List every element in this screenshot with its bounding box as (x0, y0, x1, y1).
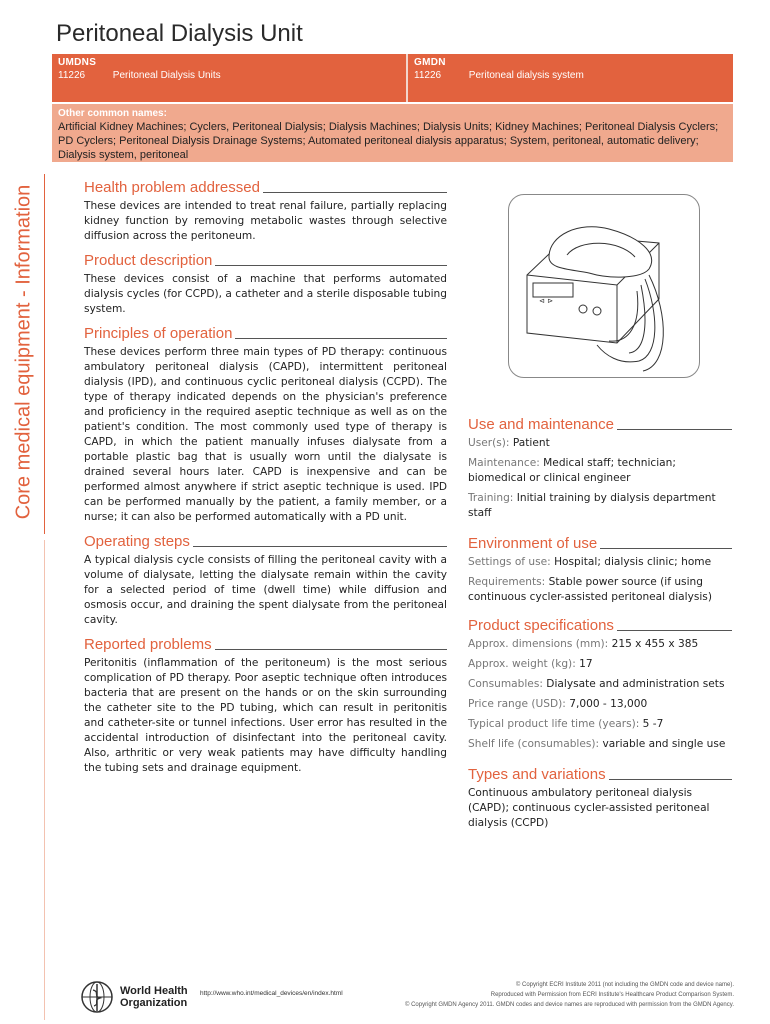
page-title: Peritoneal Dialysis Unit (56, 20, 303, 47)
section-heading: Environment of use (468, 535, 598, 552)
detail-line: User(s): Patient (468, 437, 550, 449)
section-health-problem (84, 179, 447, 244)
org-name-line2: Organization (120, 997, 188, 1009)
svg-text:⊲ ⊳: ⊲ ⊳ (539, 297, 553, 305)
section-heading: Product specifications (468, 617, 614, 634)
section-specifications (468, 617, 732, 752)
left-column (84, 179, 447, 784)
side-divider (44, 174, 45, 534)
detail-line: Approx. dimensions (mm): 215 x 455 x 385 (468, 638, 699, 650)
other-names-text: Artificial Kidney Machines; Cyclers, Peritoneal Dialysis; Dialysis Machines; Dialysis Units; Kidney Machines; Peritoneal Dialysis Cyclers; PD Cyclers; Peritoneal Dialysis Drainage Systems; Automated peritoneal dialysis apparatus; System, peritoneal, automatic delivery; Dialysis system, peritoneal (58, 121, 719, 161)
detail-line: Settings of use: Hospital; dialysis clinic; home (468, 556, 712, 568)
footer-url-link[interactable]: http://www.who.int/medical_devices/en/index.html (200, 990, 343, 997)
who-logo (80, 980, 188, 1014)
other-names-label: Other common names: (58, 108, 167, 119)
section-heading: Health problem addressed (84, 179, 260, 196)
section-text: These devices consist of a machine that performs automated dialysis cycles (for CCPD), a catheter and a sterile disposable tubing system. (84, 273, 447, 315)
other-names-band (52, 104, 733, 162)
detail-line: Shelf life (consumables): variable and single use (468, 738, 726, 750)
section-reported-problems (84, 636, 447, 776)
section-text: These devices perform three main types of PD therapy: continuous ambulatory peritoneal dialysis (CAPD), intermittent peritoneal dialysis (IPD), and continuous cyclic peritoneal dialysis (CCPD). The type of therapy indicated depends on the physician's preference and proficiency in the required aseptic technique as well as on the patient's condition. The most commonly used type of therapy is CAPD, in which the patient manually infuses dialysate from a portable plastic bag that is usually worn until the dialysate is drained several hours later. CAPD is inexpensive and can be performed almost anywhere if strict aseptic technique is used. IPD can be performed manually by the patient, a family member, or a nurse; it can also be performed automatically with a PD unit. (84, 346, 447, 523)
section-principles (84, 325, 447, 525)
side-label (4, 172, 44, 532)
section-heading: Use and maintenance (468, 416, 614, 433)
side-divider-lower (44, 540, 45, 1020)
umdns-name: Peritoneal Dialysis Units (112, 70, 221, 81)
section-product-description (84, 252, 447, 317)
section-types (468, 766, 732, 831)
detail-line: Training: Initial training by dialysis department staff (468, 492, 716, 519)
types-text: Continuous ambulatory peritoneal dialysis (CAPD); continuous cycler-assisted peritoneal dialysis (CCPD) (468, 787, 710, 829)
section-text: These devices are intended to treat renal failure, partially replacing kidney function by removing metabolic wastes through selective diffusion across the peritoneum. (84, 200, 447, 242)
section-text: A typical dialysis cycle consists of filling the peritoneal cavity with a volume of dialysate, letting the dialysate remain within the cavity for a selected period of time (dwell time) while diffusion and osmosis occur, and draining the spent dialysate from the peritoneal cavity. (84, 554, 447, 626)
detail-line: Maintenance: Medical staff; technician; biomedical or clinical engineer (468, 457, 676, 484)
gmdn-name: Peritoneal dialysis system (468, 70, 584, 81)
umdns-block (52, 54, 408, 102)
section-text: Peritonitis (inflammation of the peritoneum) is the most serious complication of PD therapy. Poor aseptic technique often introduces bacteria that are present on the hands or on the skin surrounding the catheter site to the PD tubing, which can result in peritonitis and catheter-site or tunnel infections. User error has resulted in the accidental introduction of disinfectant into the peritoneal cavity. Also, arthritic or very weak patients may have difficulty handling the tubing sets and drainage equipment. (84, 657, 447, 774)
pd-unit-drawing (509, 195, 701, 379)
umdns-code: 11226 (58, 70, 86, 81)
section-heading: Reported problems (84, 636, 212, 653)
org-name-line1: World Health (120, 985, 188, 997)
section-heading: Operating steps (84, 533, 190, 550)
code-band (52, 54, 733, 102)
section-operating-steps (84, 533, 447, 628)
footer-copyright: © Copyright ECRI Institute 2011 (not including the GMDN code and device name). Reproduced with Permission from ECRI Institute's Healthcare Product Comparison System. © Copyright GMDN Agency 2011. GMDN codes and device names are reproduced with permission from the GMDN Agency. (404, 982, 734, 1008)
device-illustration (508, 194, 700, 378)
detail-line: Consumables: Dialysate and administration sets (468, 678, 725, 690)
section-heading: Types and variations (468, 766, 606, 783)
side-label-text: Core medical equipment - Information (12, 184, 35, 520)
who-emblem-icon (80, 980, 114, 1014)
gmdn-label: GMDN (414, 57, 446, 68)
umdns-label: UMDNS (58, 57, 97, 68)
section-heading: Principles of operation (84, 325, 233, 342)
section-heading: Product description (84, 252, 213, 269)
detail-line: Typical product life time (years): 5 -7 (468, 718, 664, 730)
detail-line: Price range (USD): 7,000 - 13,000 (468, 698, 648, 710)
section-environment (468, 535, 732, 605)
detail-line: Requirements: Stable power source (if using continuous cycler-assisted peritoneal dialysis) (468, 576, 712, 603)
gmdn-block (408, 54, 733, 102)
detail-line: Approx. weight (kg): 17 (468, 658, 593, 670)
section-use-maintenance (468, 416, 732, 521)
gmdn-code: 11226 (414, 70, 442, 81)
right-column (468, 416, 732, 839)
